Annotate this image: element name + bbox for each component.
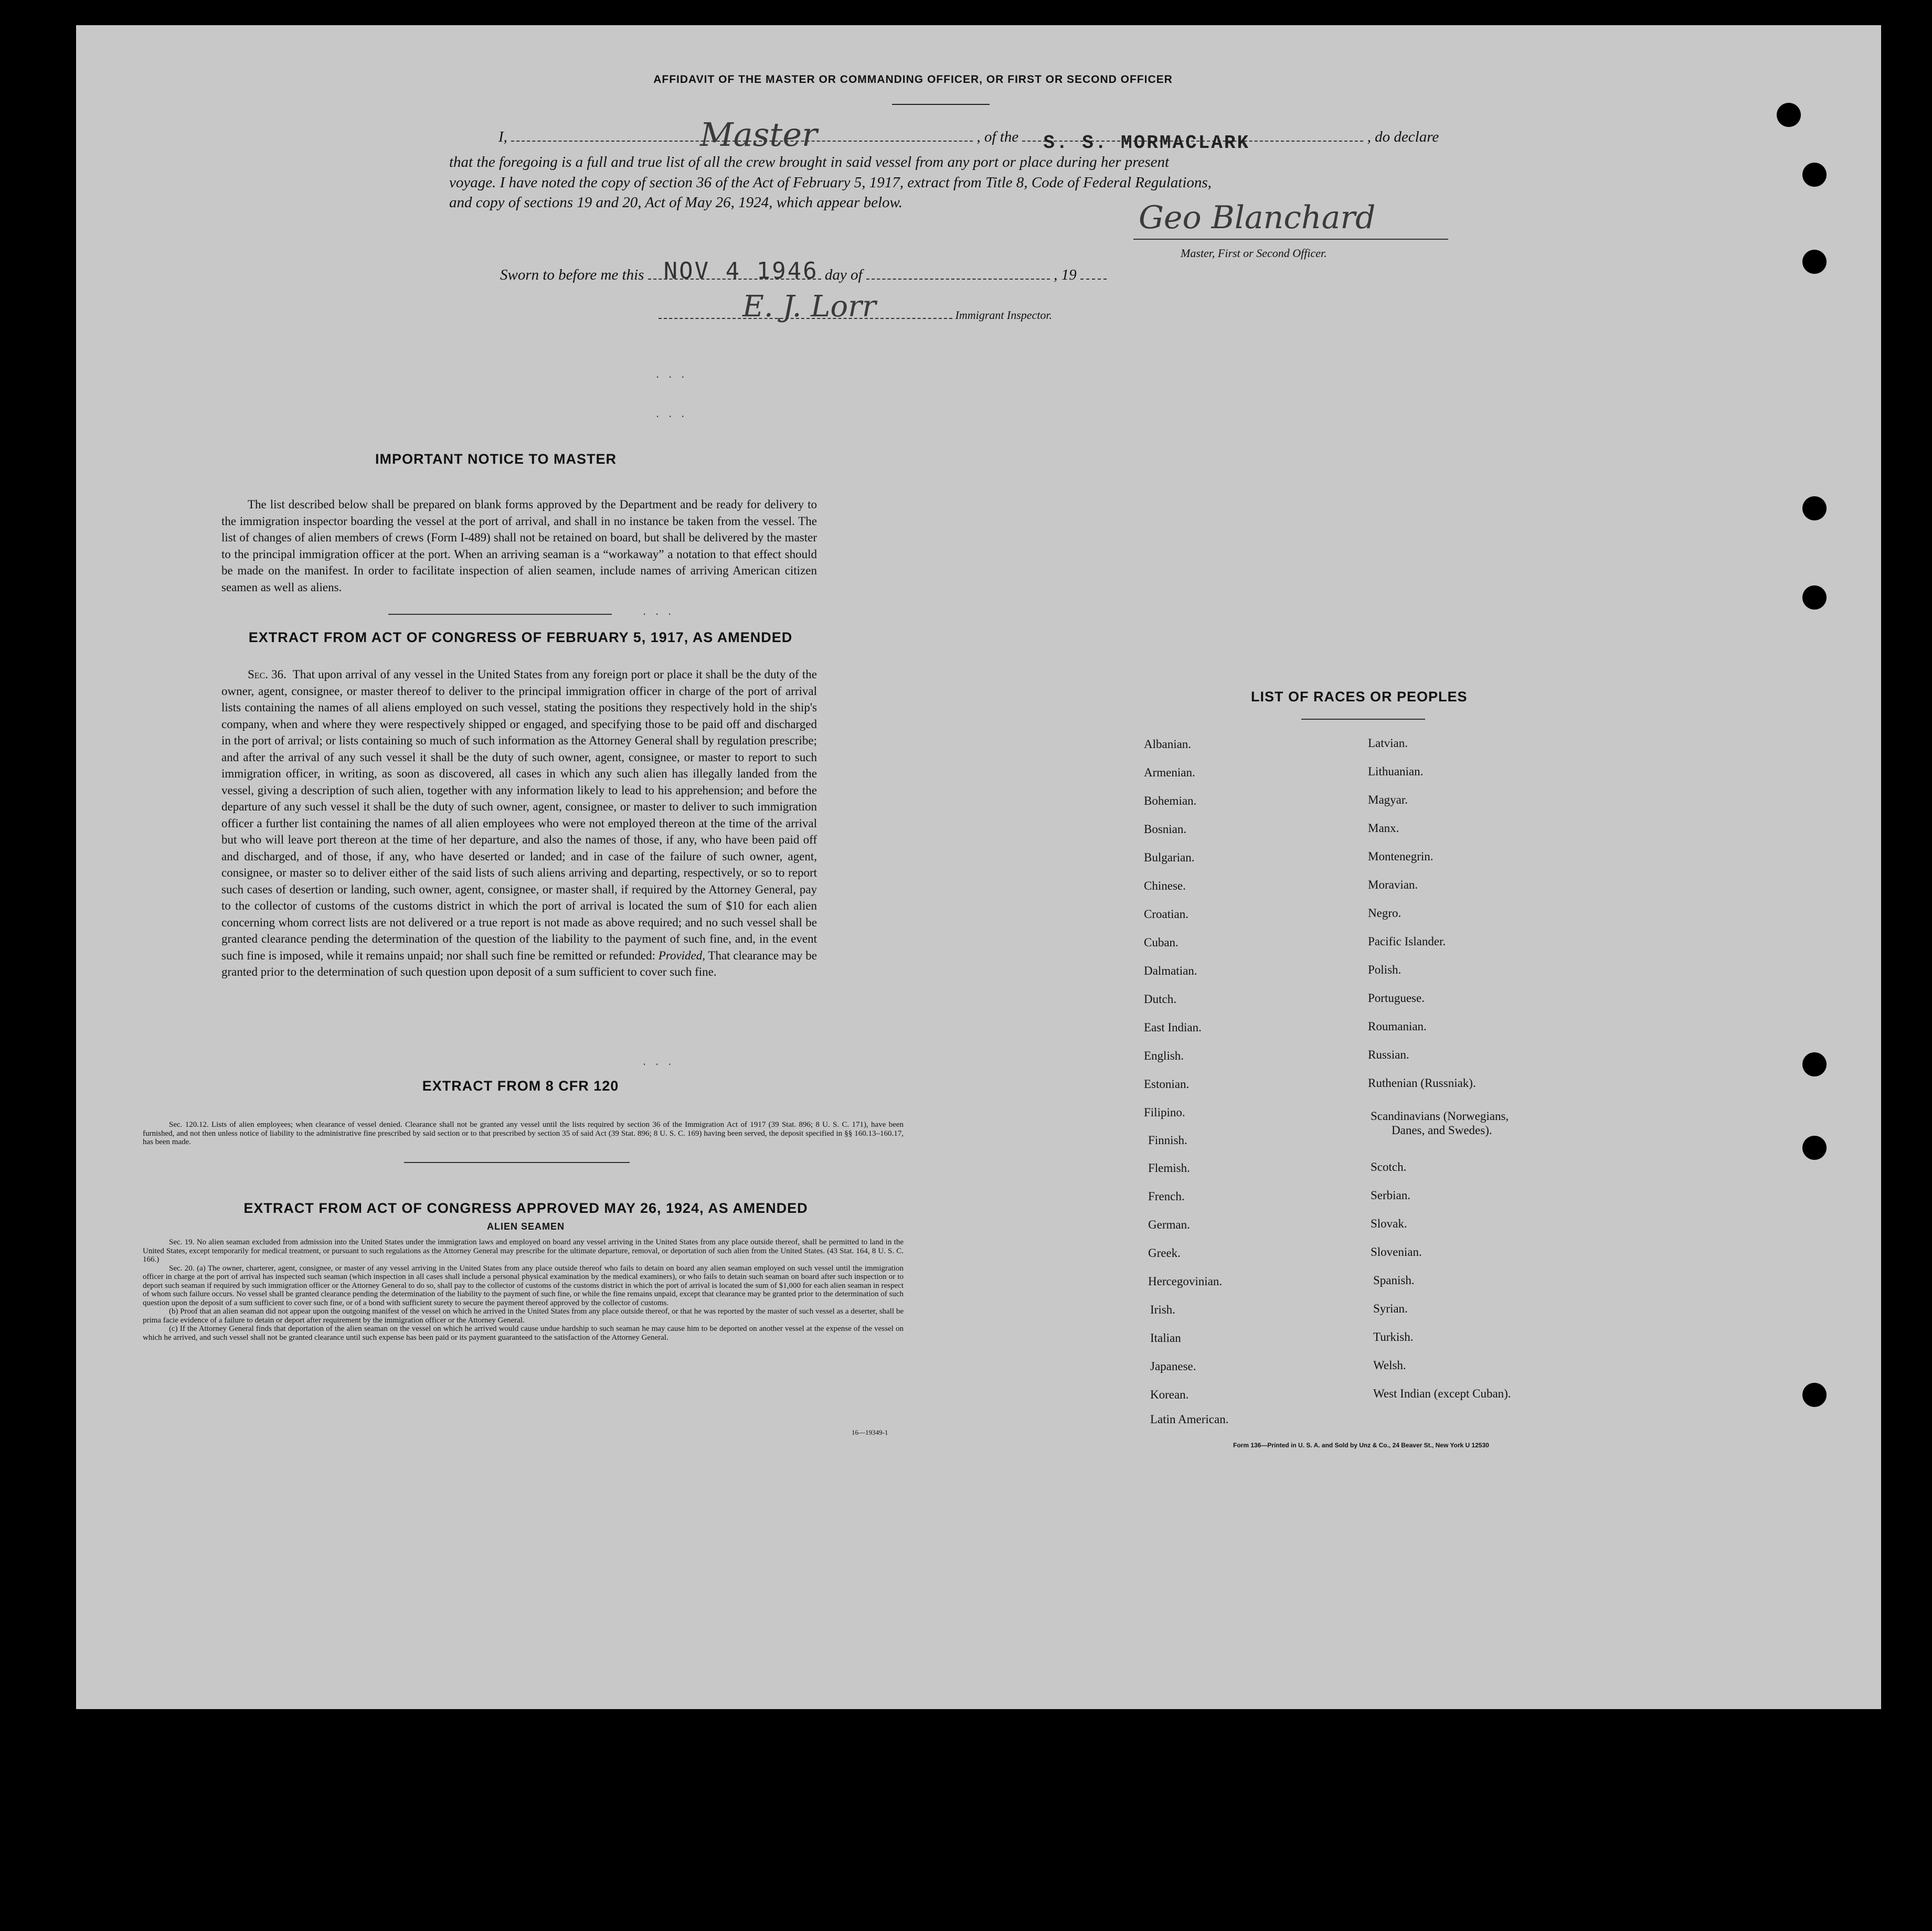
race-item: Syrian.	[1373, 1302, 1408, 1315]
race-item: Bulgarian.	[1144, 851, 1195, 864]
day-of-label: day of	[824, 266, 863, 283]
race-item: Welsh.	[1373, 1359, 1406, 1372]
race-item: West Indian (except Cuban).	[1373, 1387, 1511, 1400]
provided-label: Provided,	[658, 948, 706, 962]
race-item: Slovenian.	[1371, 1245, 1422, 1258]
ellipsis-mark: ...	[656, 367, 694, 380]
signature-caption: Master, First or Second Officer.	[1181, 247, 1327, 260]
sec-20b-text: (b) Proof that an alien seaman did not appear upon the outgoing manifest of the vessel on which he arrived in the United States from any place outside thereof, or that he was reported by the master of such vessel as a deserter, shall be prima facie evidence of a failure to detain or deport after requirement by the immigration officer or the Attorney General.	[143, 1307, 904, 1325]
race-item: Russian.	[1368, 1048, 1409, 1061]
sworn-date-stamp: NOV 4 1946	[663, 258, 819, 284]
race-item: Roumanian.	[1368, 1020, 1427, 1033]
race-item: Armenian.	[1144, 766, 1195, 779]
inspector-signature: E. J. Lorr	[742, 290, 876, 324]
race-item: Dutch.	[1144, 993, 1176, 1006]
race-item: East Indian.	[1144, 1021, 1202, 1034]
of-the-label: , of the	[976, 129, 1019, 145]
vessel-name: S. S. MORMACLARK	[1043, 132, 1250, 154]
month-field	[866, 279, 1050, 280]
section-divider	[404, 1162, 630, 1163]
race-item: Scandinavians (Norwegians,	[1371, 1109, 1509, 1123]
race-item: Pacific Islander.	[1368, 935, 1446, 948]
race-item: Negro.	[1368, 906, 1402, 920]
sworn-label: Sworn to before me this	[500, 266, 644, 283]
race-item: Chinese.	[1144, 879, 1186, 892]
sworn-date-field	[648, 258, 821, 284]
race-item: Bohemian.	[1144, 794, 1197, 807]
race-item: Latvian.	[1368, 737, 1408, 750]
punch-hole	[1802, 1052, 1827, 1076]
punch-hole	[1802, 496, 1827, 520]
race-item: French.	[1148, 1190, 1185, 1203]
do-declare-label: , do declare	[1367, 129, 1439, 145]
race-item: Hercegovinian.	[1148, 1275, 1223, 1288]
race-item: Italian	[1150, 1331, 1181, 1345]
race-item: Finnish.	[1148, 1134, 1187, 1147]
race-item: Slovak.	[1371, 1217, 1407, 1230]
punch-hole	[1802, 1383, 1827, 1407]
notice-heading: IMPORTANT NOTICE TO MASTER	[375, 451, 617, 467]
race-item: Magyar.	[1368, 793, 1408, 806]
section-divider	[388, 614, 612, 615]
punch-hole	[1802, 585, 1827, 610]
inspector-caption: Immigrant Inspector.	[955, 308, 1053, 322]
race-item: Polish.	[1368, 963, 1402, 976]
race-item: Serbian.	[1371, 1189, 1411, 1202]
race-item: Portuguese.	[1368, 991, 1425, 1005]
race-item: Estonian.	[1144, 1077, 1190, 1091]
race-item: Ruthenian (Russniak).	[1368, 1076, 1476, 1090]
affidavit-declaration-line	[498, 115, 1439, 154]
ellipsis-mark: ...	[643, 1054, 681, 1068]
sec-20a-text: Sec. 20. (a) The owner, charterer, agent, consignee, or master of any vessel arriving in the United States from any place outside thereof who fails to detain on board any alien seaman employed on such vessel until the immigration officer in charge at the port of arrival has inspected such seaman (which inspection in all cases shall include a personal physical examination by the medical examiners), or who fails to detain such seaman on board after such inspection or to deport such seaman if required by such immigration officer or the Attorney General to do so, shall pay to the collector of customs of the customs district in which the port of arrival is located the sum of $1,000 for each alien seaman in respect of whom such failure occurs. No vessel shall be granted clearance pending the determination of the liability to the payment of such fine, or while the fine remains unpaid, except that clearance may be granted prior to the determination of such question upon the deposit of a sum sufficient to cover such fine, or of a bond with sufficient surety to secure the payment thereof approved by the collector of customs.	[143, 1264, 904, 1307]
signature-line	[1133, 239, 1448, 240]
year-field	[1080, 279, 1107, 280]
race-item: German.	[1148, 1218, 1190, 1231]
sec-20c-text: (c) If the Attorney General finds that deportation of the alien seaman on the vessel on which he arrived would cause undue hardship to such seaman he may cause him to be deported on another vessel at the expense of the vessel on which he arrived, and such vessel shall not be granted clearance until such expense has been paid or its payment guaranteed to the satisfaction of the Attorney General.	[143, 1325, 904, 1342]
race-item: Lithuanian.	[1368, 765, 1424, 778]
form-number: 16—19349-1	[852, 1428, 888, 1436]
affidavit-line-2: that the foregoing is a full and true list of all the crew brought in said vessel from any port or place during her present	[449, 154, 1170, 170]
master-signature: Geo Blanchard	[1139, 199, 1376, 236]
race-item: Spanish.	[1373, 1274, 1415, 1287]
title-divider	[892, 104, 990, 105]
affidavit-line-3: voyage. I have noted the copy of section 36 of the Act of February 5, 1917, extract from Title 8, Code of Federal Regulations,	[449, 174, 1212, 191]
ellipsis-mark: ...	[643, 604, 681, 617]
extract-1917-heading: EXTRACT FROM ACT OF CONGRESS OF FEBRUARY 5, 1917, AS AMENDED	[248, 630, 793, 645]
race-item: Dalmatian.	[1144, 964, 1197, 977]
race-item: Latin American.	[1150, 1413, 1229, 1426]
affidavit-title: AFFIDAVIT OF THE MASTER OR COMMANDING OFFICER, OR FIRST OR SECOND OFFICER	[653, 73, 1173, 86]
rank-handwritten: Master	[700, 115, 818, 154]
race-item: Bosnian.	[1144, 823, 1187, 836]
sec-36-label: Sec. 36.	[248, 668, 286, 681]
vessel-name-field	[1022, 132, 1363, 154]
race-item: Flemish.	[1148, 1161, 1190, 1175]
punch-hole	[1777, 103, 1801, 127]
affidavit-line-4: and copy of sections 19 and 20, Act of May 26, 1924, which appear below.	[449, 194, 903, 211]
extract-1917-text	[221, 666, 817, 980]
rank-field	[511, 115, 973, 154]
races-heading: LIST OF RACES OR PEOPLES	[1251, 689, 1468, 705]
race-item: Japanese.	[1150, 1360, 1196, 1373]
race-item: Albanian.	[1144, 738, 1192, 751]
sec-36-body: That upon arrival of any vessel in the United States from any foreign port or place it shall be the duty of the owner, agent, consignee, or master thereof to deliver to the principal immigration officer in charge of the port of arrival lists containing the names of all aliens employed on such vessel, stating the positions they respectively hold in the ship's company, when and where they were respectively shipped or engaged, and specifying those to be paid off and discharged in the port of arrival; or lists containing so much of such information as the Attorney General shall by regulation prescribe; and after the arrival of any such vessel it shall be the duty of such owner, agent, consignee, or master to report to such immigration officer, in writing, as soon as discovered, all cases in which any such alien has illegally landed from the vessel, giving a description of such alien, together with any information likely to lead to his apprehension; and before the departure of any such vessel it shall be the duty of such owner, agent, consignee, or master to deliver to such immigration officer a further list containing the names of all alien employees who were not employed thereon at the time of the arrival but who will leave port thereon at the time of her departure, and also the names of those, if any, who have been paid off and discharged, and of those, if any, who have deserted or landed; and in case of the failure of such owner, agent, consignee, or master so to deliver either of the said lists of such aliens arriving and departing, respectively, or so to report such cases of desertion or landing, such owner, agent, consignee, or master shall, if required by the Attorney General, pay to the collector of customs of the customs district in which the port of arrival is located the sum of $10 for each alien concerning whom correct lists are not delivered or a true report is not made as above required; and no such vessel shall be granted clearance pending the determination of the question of the liability to the payment of such fine, and, in the event such fine is imposed, while it remains unpaid; nor shall such fine be remitted or refunded:	[221, 668, 817, 962]
punch-hole	[1802, 1136, 1827, 1160]
punch-hole	[1802, 250, 1827, 274]
extract-cfr-heading: EXTRACT FROM 8 CFR 120	[422, 1078, 619, 1094]
race-item: Greek.	[1148, 1246, 1181, 1260]
ellipsis-mark: ...	[656, 407, 694, 420]
i-label: I,	[498, 129, 507, 145]
race-item: Irish.	[1150, 1303, 1175, 1316]
race-item: Croatian.	[1144, 908, 1188, 921]
punch-hole	[1802, 163, 1827, 187]
race-item: Manx.	[1368, 822, 1399, 835]
year-prefix: , 19	[1054, 266, 1077, 283]
race-item: Cuban.	[1144, 936, 1179, 949]
inspector-signature-field	[659, 290, 952, 324]
race-item: English.	[1144, 1049, 1184, 1062]
alien-seamen-subheading: ALIEN SEAMEN	[486, 1221, 565, 1232]
race-item: Scotch.	[1371, 1160, 1407, 1173]
race-item: Moravian.	[1368, 878, 1418, 891]
form-imprint: Form 136—Printed in U. S. A. and Sold by Unz & Co., 24 Beaver St., New York U 12530	[1233, 1442, 1489, 1449]
inspector-line	[659, 290, 1053, 324]
races-divider	[1301, 719, 1425, 720]
sec-19-text: Sec. 19. No alien seaman excluded from admission into the United States under the immigration laws and employed on board any vessel arriving in the United States from any place outside thereof, shall be permitted to land in the United States, except temporarily for medical treatment, or pursuant to such regulations as the Attorney General may prescribe for the ultimate departure, removal, or deportation of such alien from the United States. (43 Stat. 164, 8 U. S. C. 166.)	[143, 1238, 904, 1264]
sworn-line	[500, 258, 1107, 284]
extract-1924-heading: EXTRACT FROM ACT OF CONGRESS APPROVED MAY 26, 1924, AS AMENDED	[243, 1200, 808, 1216]
race-item: Danes, and Swedes).	[1392, 1124, 1492, 1137]
extract-cfr-text: Sec. 120.12. Lists of alien employees; when clearance of vessel denied. Clearance shall not be granted any vessel until the lists required by section 36 of the Immigration Act of 1917 (39 Stat. 896; 8 U. S. C. 171), have been furnished, and not then unless notice of liability to the administrative fine prescribed by said section or to that prescribed by section 35 of said Act (39 Stat. 896; 8 U. S. C. 169) having been served, the deposit specified in §§ 160.13–160.17, has been made.	[143, 1121, 904, 1146]
race-item: Turkish.	[1373, 1330, 1414, 1343]
notice-text: The list described below shall be prepared on blank forms approved by the Department and be ready for delivery to the immigration inspector boarding the vessel at the port of arrival, and shall in no instance be taken from the vessel. The list of changes of alien members of crews (Form I-489) shall not be retained on board, but shall be delivered by the master to the principal immigration officer at the port. When an arriving seaman is a “workaway” a notation to that effect should be made on the manifest. In order to facilitate inspection of alien seamen, include names of arriving American citizen seamen as well as aliens.	[221, 498, 817, 594]
race-item: Korean.	[1150, 1388, 1189, 1401]
provided-text: That clearance may be granted prior to the determination of such question upon deposit of a sum sufficient to cover such fine.	[221, 948, 817, 978]
race-item: Montenegrin.	[1368, 850, 1434, 863]
race-item: Filipino.	[1144, 1106, 1185, 1119]
extract-1924-body	[143, 1238, 904, 1342]
